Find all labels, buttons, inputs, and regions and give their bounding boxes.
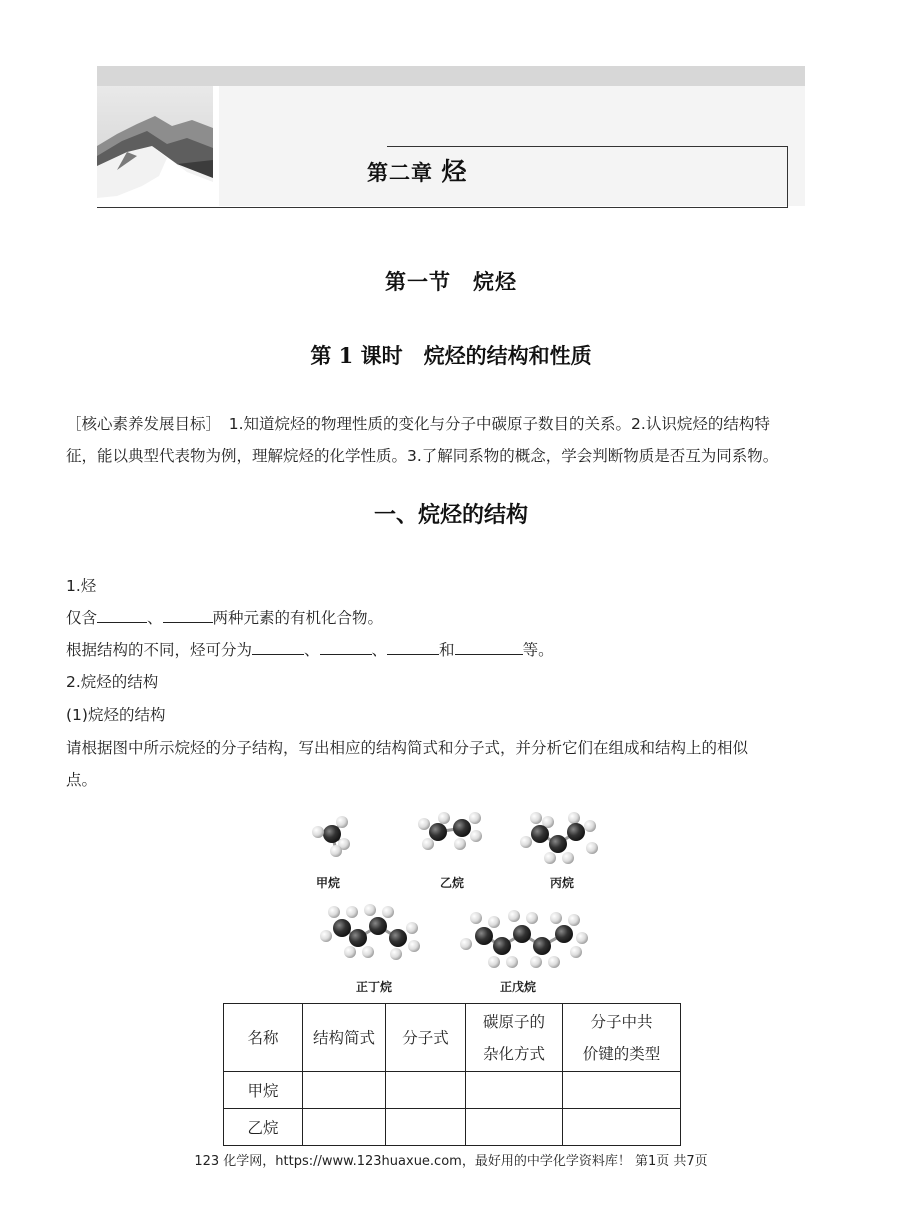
- fill-blank[interactable]: [97, 609, 147, 623]
- banner-top-bar: [97, 66, 805, 86]
- methane-model: [312, 816, 350, 857]
- header-cell: [224, 1004, 303, 1072]
- fill-blank[interactable]: [455, 641, 523, 655]
- header-hybrid-2: 杂化方式: [482, 1044, 545, 1063]
- mountain-image: [97, 86, 213, 206]
- banner-rule: [387, 146, 787, 147]
- banner-rule-vertical: [787, 146, 788, 208]
- section-title: 第一节 烷烃: [385, 269, 517, 294]
- item1-heading: 1.烃: [66, 577, 97, 595]
- ethane-model: [418, 812, 482, 850]
- pentane-model: [460, 910, 588, 968]
- molecule-label: 甲烷: [316, 876, 341, 890]
- header-cell: [563, 1004, 681, 1072]
- chapter-title: [367, 152, 467, 188]
- fill-blank[interactable]: [320, 641, 372, 655]
- fill-blank[interactable]: [252, 641, 304, 655]
- table-cell[interactable]: [563, 1072, 681, 1109]
- header-structure: 结构简式: [312, 1028, 375, 1047]
- item1-line1-text-b: 两种元素的有机化合物。: [212, 609, 384, 627]
- and-text: 和: [439, 641, 455, 659]
- item1-line1-text-a: 仅含: [66, 609, 98, 627]
- molecule-models: [300, 798, 620, 998]
- table-cell[interactable]: [563, 1109, 681, 1146]
- item2-text-line2: 点。: [66, 771, 98, 789]
- item2-text-line1: 请根据图中所示烷烃的分子结构，写出相应的结构简式和分子式，并分析它们在组成和结构上的相似: [66, 739, 749, 757]
- chapter-label: 第二章: [367, 161, 433, 185]
- goals-line-2: 征，能以典型代表物为例，理解烷烃的化学性质。3.了解同系物的概念，学会判断物质是否互为同系物。: [66, 447, 779, 465]
- row-label: 乙烷: [224, 1109, 303, 1146]
- header-bond-2: 价键的类型: [582, 1044, 661, 1063]
- lesson-title: 第 1 课时 烷烃的结构和性质: [310, 343, 592, 368]
- banner-rule-bottom: [97, 207, 788, 208]
- header-cell: [386, 1004, 466, 1072]
- molecule-label: 乙烷: [440, 876, 465, 890]
- header-name: 名称: [247, 1028, 279, 1047]
- molecule-label: 正戊烷: [500, 980, 537, 994]
- molecule-label: 丙烷: [550, 876, 575, 890]
- fill-blank[interactable]: [163, 609, 213, 623]
- table-row: [224, 1109, 681, 1146]
- table-cell[interactable]: [303, 1072, 386, 1109]
- item2-heading: 2.烷烃的结构: [66, 673, 159, 691]
- row-label: 甲烷: [224, 1072, 303, 1109]
- header-cell: [303, 1004, 386, 1072]
- item1-line1: [66, 606, 383, 628]
- goals-line-1: ［核心素养发展目标］ 1.知道烷烃的物理性质的变化与分子中碳原子数目的关系。2.认识烷烃的结构特: [66, 415, 770, 433]
- table-cell[interactable]: [386, 1072, 466, 1109]
- chapter-char: 烃: [441, 157, 468, 186]
- fill-blank[interactable]: [387, 641, 439, 655]
- item2-subheading: (1)烷烃的结构: [66, 706, 166, 724]
- separator: 、: [371, 641, 388, 659]
- table-cell[interactable]: [303, 1109, 386, 1146]
- alkane-molecule-figure: [300, 798, 620, 998]
- table-header-row: [224, 1004, 681, 1072]
- separator: 、: [304, 641, 320, 659]
- molecule-label: 正丁烷: [356, 980, 393, 994]
- item1-line2-text-a: 根据结构的不同，烃可分为: [66, 641, 253, 659]
- table-row: [224, 1072, 681, 1109]
- alkane-structure-table: [223, 1003, 681, 1146]
- butane-model: [320, 904, 420, 960]
- table-cell[interactable]: [466, 1072, 563, 1109]
- chapter-banner: [97, 66, 805, 208]
- separator: 、: [147, 609, 163, 627]
- table-cell[interactable]: [466, 1109, 563, 1146]
- item1-line2-end: 等。: [522, 641, 554, 659]
- header-bond-1: 分子中共: [590, 1012, 653, 1031]
- item1-line2: [66, 638, 554, 660]
- part-title: 一、烷烃的结构: [373, 502, 528, 528]
- header-cell: [466, 1004, 563, 1072]
- header-formula: 分子式: [402, 1028, 449, 1047]
- propane-model: [520, 812, 598, 864]
- header-hybrid-1: 碳原子的: [482, 1012, 545, 1031]
- table-cell[interactable]: [386, 1109, 466, 1146]
- page-footer: 123 化学网，https://www.123huaxue.com，最好用的中学化学资料库！ 第1页 共7页: [194, 1154, 708, 1169]
